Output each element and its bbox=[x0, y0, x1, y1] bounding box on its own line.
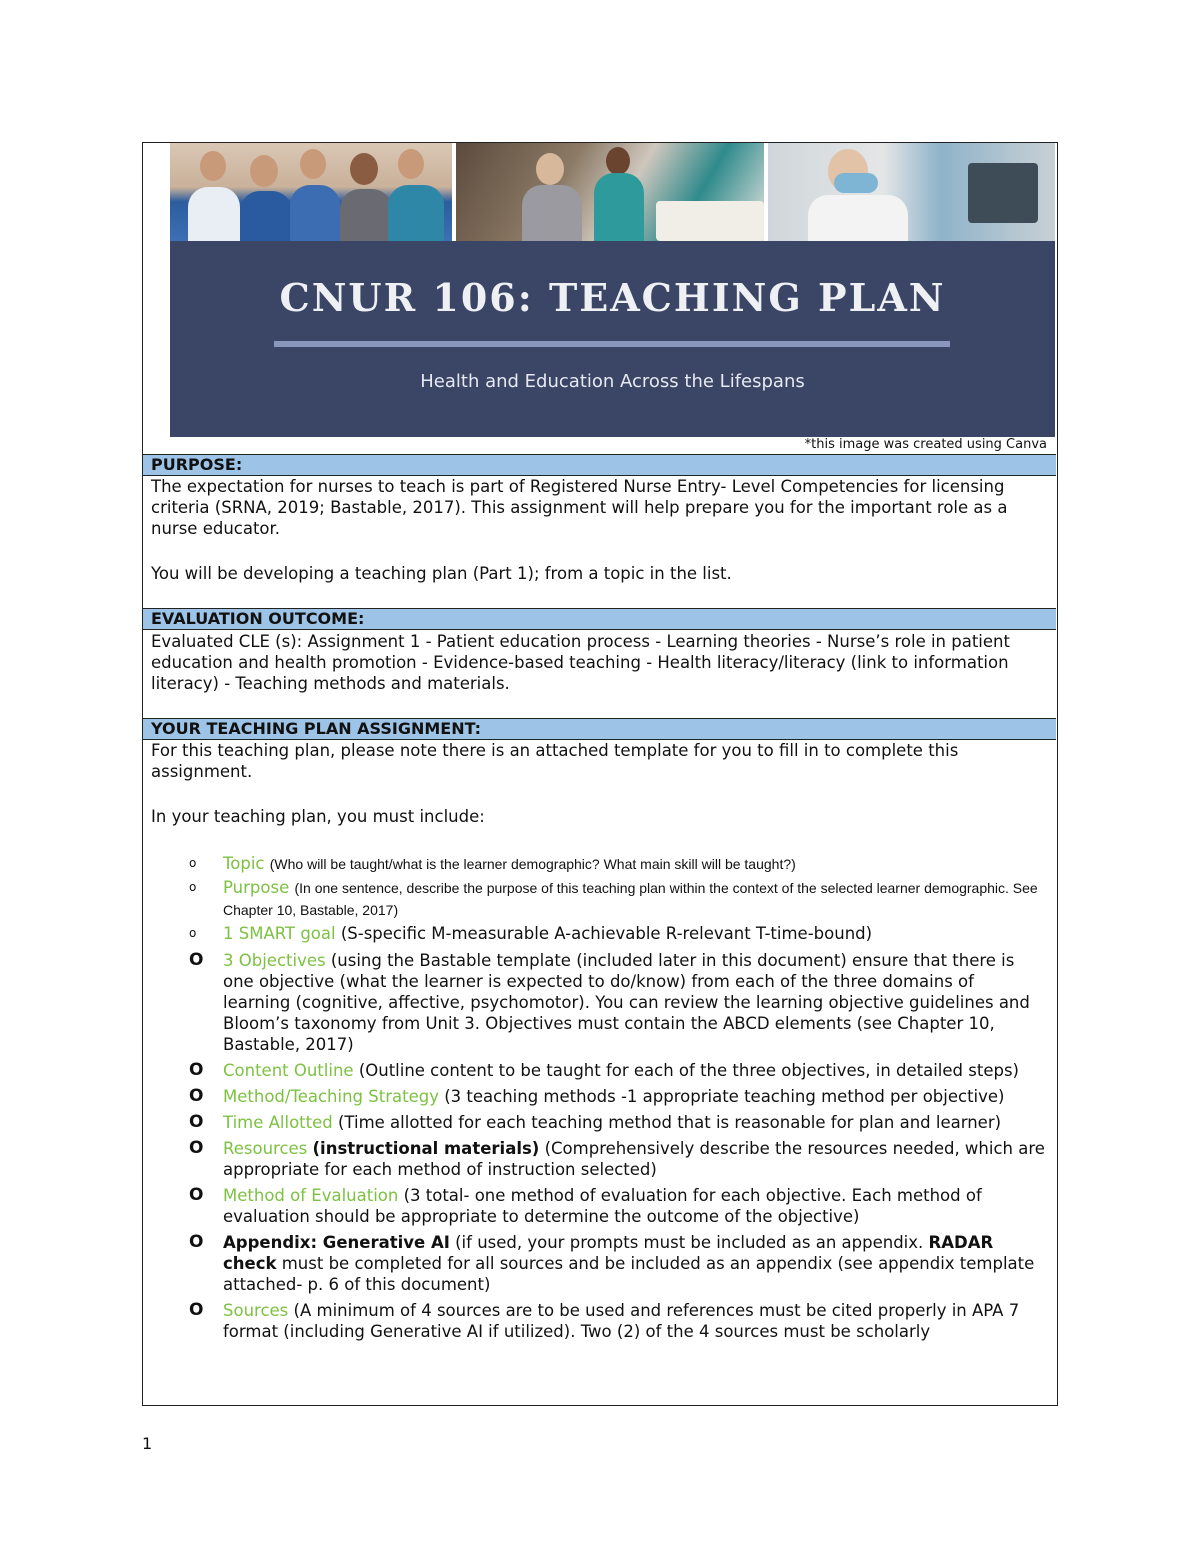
purpose-heading: PURPOSE: bbox=[143, 454, 1056, 476]
assignment-heading: YOUR TEACHING PLAN ASSIGNMENT: bbox=[143, 718, 1056, 740]
list-item-content-outline: O Content Outline (Outline content to be taught for each of the three objectives, in detailed steps) bbox=[189, 1060, 1019, 1080]
banner-divider bbox=[274, 341, 950, 347]
assignment-paragraph-2: In your teaching plan, you must include: bbox=[151, 807, 485, 826]
photo-nurse-infant bbox=[768, 143, 1055, 241]
purpose-paragraph-2: You will be developing a teaching plan (Part 1); from a topic in the list. bbox=[151, 564, 732, 583]
banner-subtitle: Health and Education Across the Lifespans bbox=[420, 371, 805, 392]
list-item-resources: O Resources (instructional materials) (Comprehensively describe the resources needed, which are appropriate for each method of instruction selected) bbox=[189, 1138, 1045, 1179]
list-item-smart-goal: o 1 SMART goal (S-specific M-measurable A-achievable R-relevant T-time-bound) bbox=[189, 924, 873, 943]
banner-photos bbox=[170, 143, 1055, 241]
list-item-objectives: O 3 Objectives (using the Bastable template (included later in this document) ensure that there is one objective (what the learner is expected to do/know) from each of the three domains of learning (cognitive, affective, psychomotor). You can review the learning objective guidelines and Bloom’s taxonomy from Unit 3. Objectives must contain the ABCD elements (see Chapter 10, Bastable, 2017) bbox=[189, 950, 1030, 1054]
assignment-paragraph-1: For this teaching plan, please note there is an attached template for you to fill in to complete this assignment. bbox=[151, 741, 959, 781]
requirements-list bbox=[151, 853, 1046, 1342]
list-item-purpose: o Purpose (In one sentence, describe the purpose of this teaching plan within the context of the selected learner demographic. See Chapter 10, Bastable, 2017) bbox=[189, 878, 1038, 918]
photo-patient-wheelchair bbox=[456, 143, 764, 241]
image-credit: *this image was created using Canva bbox=[804, 437, 1047, 452]
banner-title: CNUR 106: TEACHING PLAN bbox=[279, 275, 946, 320]
list-item-appendix-generative-ai: O Appendix: Generative AI (if used, your prompts must be included as an appendix. RADAR check must be completed for all sources and be included as an appendix (see appendix template attached- p. 6 of this document) bbox=[189, 1232, 1035, 1294]
evaluation-paragraph: Evaluated CLE (s): Assignment 1 - Patient education process - Learning theories - Nurse’s role in patient education and health promotion - Evidence-based teaching - Health literacy/literacy (link to information literacy) - Teaching methods and materials. bbox=[151, 632, 1010, 693]
banner bbox=[170, 143, 1055, 437]
list-item-topic: o Topic (Who will be taught/what is the learner demographic? What main skill will be taught?) bbox=[189, 854, 796, 873]
list-item-time-allotted: O Time Allotted (Time allotted for each teaching method that is reasonable for plan and learner) bbox=[189, 1112, 1002, 1132]
purpose-paragraph-1: The expectation for nurses to teach is part of Registered Nurse Entry- Level Competencies for licensing criteria (SRNA, 2019; Bastable, 2017). This assignment will help prepare you for the important role as a nurse educator. bbox=[151, 477, 1008, 538]
document-frame bbox=[142, 142, 1058, 1406]
list-item-method-of-evaluation: O Method of Evaluation (3 total- one method of evaluation for each objective. Each method of evaluation should be appropriate to determine the outcome of the objective) bbox=[189, 1185, 982, 1226]
evaluation-body bbox=[151, 631, 1046, 694]
list-item-sources: O Sources (A minimum of 4 sources are to be used and references must be cited properly in APA 7 format (including Generative AI if utilized). Two (2) of the 4 sources must be scholarly bbox=[189, 1300, 1020, 1341]
evaluation-heading: EVALUATION OUTCOME: bbox=[143, 608, 1056, 630]
page-number: 1 bbox=[142, 1434, 153, 1453]
list-item-method-teaching-strategy: O Method/Teaching Strategy (3 teaching methods -1 appropriate teaching method per objective) bbox=[189, 1086, 1005, 1106]
photo-nurses-group bbox=[170, 143, 452, 241]
purpose-body bbox=[151, 476, 1046, 584]
assignment-body bbox=[151, 740, 1046, 1342]
